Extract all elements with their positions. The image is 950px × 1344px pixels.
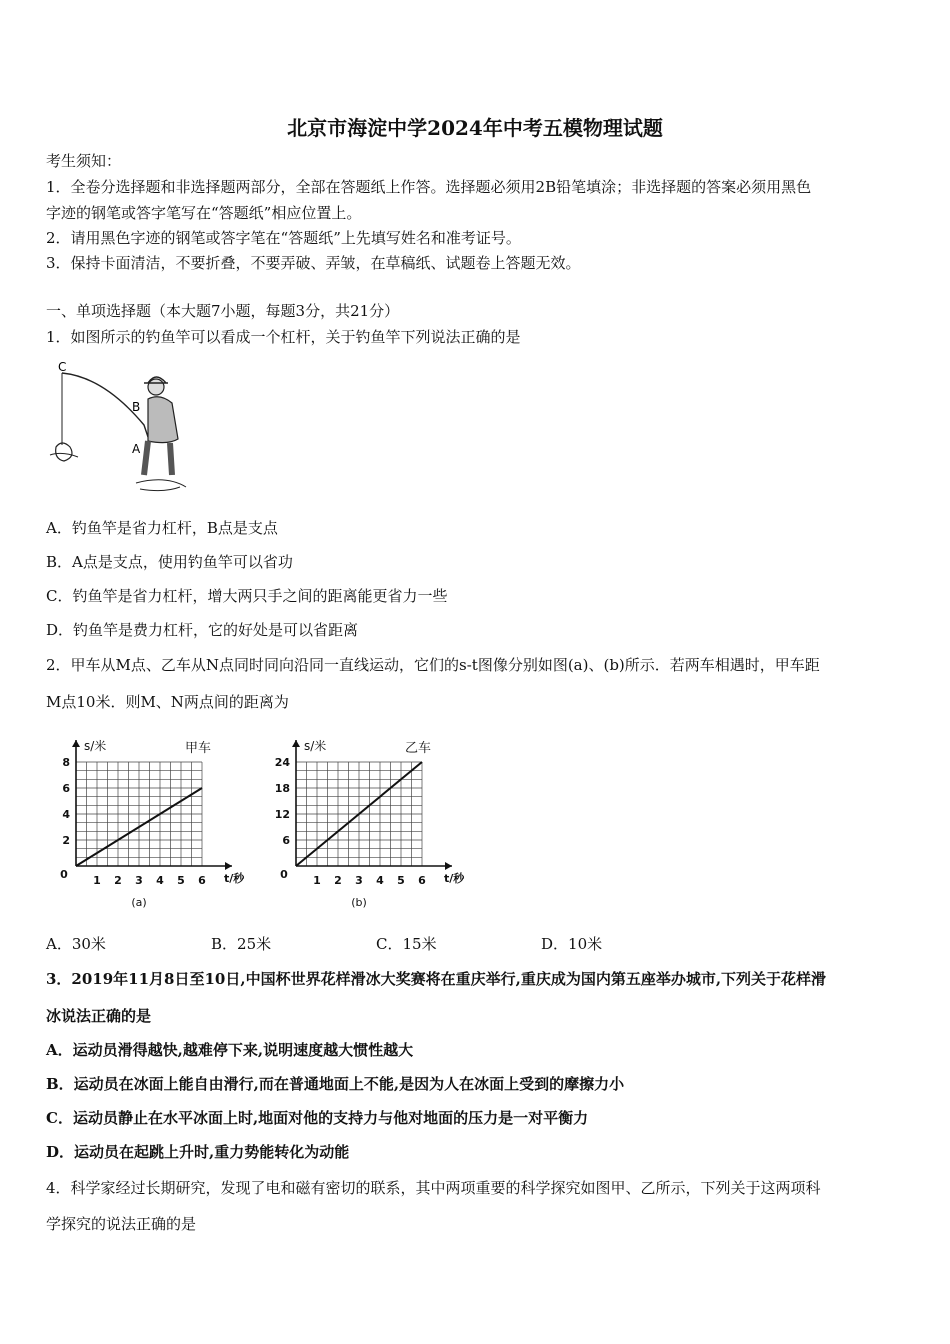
fisherman-illustration xyxy=(50,373,186,491)
x-tick-label: 6 xyxy=(198,874,206,887)
question-3-option-a: A．运动员滑得越快,越难停下来,说明速度越大惯性越大 xyxy=(46,1041,414,1059)
question-1-option-d: D．钓鱼竿是费力杠杆，它的好处是可以省距离 xyxy=(46,621,359,639)
y-tick-label: 2 xyxy=(62,834,70,847)
x-axis-arrow xyxy=(445,862,452,870)
notice-heading: 考生须知： xyxy=(46,152,122,170)
y-axis-title: s/米 xyxy=(304,739,327,753)
fishing-rod-figure xyxy=(44,355,204,500)
x-axis-arrow xyxy=(225,862,232,870)
origin-label: 0 xyxy=(280,868,288,881)
y-axis-arrow xyxy=(292,740,300,747)
chart-a xyxy=(44,730,258,914)
x-tick-label: 5 xyxy=(177,874,185,887)
chart-b-labels xyxy=(275,738,466,909)
question-1-option-b: B．A点是支点，使用钓鱼竿可以省功 xyxy=(46,553,293,571)
question-3-option-b: B．运动员在冰面上能自由滑行,而在普通地面上不能,是因为人在冰面上受到的摩擦力小 xyxy=(46,1075,625,1093)
question-3-stem: 3．2019年11月8日至10日,中国杯世界花样滑冰大奖赛将在重庆举行,重庆成为国内第五座举办城市,下列关于花样滑 xyxy=(46,970,827,988)
question-2-stem: 2．甲车从M点、乙车从N点同时同向沿同一直线运动，它们的s-t图像分别如图(a)、(b)所示．若两车相遇时，甲车距 xyxy=(46,656,820,674)
x-tick-label: 6 xyxy=(418,874,426,887)
y-tick-label: 18 xyxy=(274,782,290,795)
y-axis-title: s/米 xyxy=(84,739,107,753)
x-tick-label: 5 xyxy=(397,874,405,887)
question-1-stem: 1．如图所示的钓鱼竿可以看成一个杠杆，关于钓鱼竿下列说法正确的是 xyxy=(46,328,521,346)
chart-a-labels xyxy=(60,738,245,909)
x-tick-label: 1 xyxy=(313,874,321,887)
notice-line: 字迹的钢笔或答字笔写在“答题纸”相应位置上。 xyxy=(46,204,362,222)
question-2-option-a: A．30米 xyxy=(46,935,106,953)
page-title: 北京市海淀中学2024年中考五模物理试题 xyxy=(287,116,663,140)
question-4-stem-cont: 学探究的说法正确的是 xyxy=(46,1215,197,1233)
chart-title: 乙车 xyxy=(404,741,432,756)
question-3-option-d: D．运动员在起跳上升时,重力势能转化为动能 xyxy=(46,1143,350,1161)
figure-label-b: B xyxy=(132,400,141,414)
y-tick-label: 4 xyxy=(62,808,70,821)
x-tick-label: 4 xyxy=(376,874,384,887)
y-tick-label: 12 xyxy=(274,808,290,821)
y-tick-label: 8 xyxy=(62,756,70,769)
figure-label-a: A xyxy=(132,442,141,456)
notice-line: 1．全卷分选择题和非选择题两部分，全部在答题纸上作答。选择题必须用2B铅笔填涂；非选择题的答案必须用黑色 xyxy=(46,178,812,196)
y-tick-label: 6 xyxy=(62,782,70,795)
y-tick-label: 6 xyxy=(282,834,290,847)
notice-line: 2．请用黑色字迹的钢笔或答字笔在“答题纸”上先填写姓名和准考证号。 xyxy=(46,229,521,247)
x-tick-label: 3 xyxy=(355,874,363,887)
x-tick-label: 2 xyxy=(114,874,122,887)
question-3-option-c: C．运动员静止在水平冰面上时,地面对他的支持力与他对地面的压力是一对平衡力 xyxy=(46,1109,589,1127)
question-4-stem: 4．科学家经过长期研究，发现了电和磁有密切的联系，其中两项重要的科学探究如图甲、乙所示，下列关于这两项科 xyxy=(46,1179,821,1197)
x-tick-label: 4 xyxy=(156,874,164,887)
question-1-option-a: A．钓鱼竿是省力杠杆，B点是支点 xyxy=(46,519,278,537)
chart-title: 甲车 xyxy=(184,741,212,756)
question-1-option-c: C．钓鱼竿是省力杠杆，增大两只手之间的距离能更省力一些 xyxy=(46,587,448,605)
chart-caption: (b) xyxy=(351,896,367,909)
question-3-stem-cont: 冰说法正确的是 xyxy=(46,1007,152,1025)
chart-b xyxy=(264,730,478,914)
notice-line: 3．保持卡面清洁，不要折叠，不要弄破、弄皱，在草稿纸、试题卷上答题无效。 xyxy=(46,254,581,272)
x-tick-label: 3 xyxy=(135,874,143,887)
figure-label-c: C xyxy=(58,360,67,374)
question-2-option-b: B．25米 xyxy=(211,935,272,953)
chart-caption: (a) xyxy=(131,896,147,909)
question-2-stem-cont: M点10米．则M、N两点间的距离为 xyxy=(46,693,289,711)
x-axis-title: t/秒 xyxy=(444,872,465,885)
y-axis-arrow xyxy=(72,740,80,747)
question-2-option-c: C．15米 xyxy=(376,935,437,953)
x-tick-label: 1 xyxy=(93,874,101,887)
question-2-option-d: D．10米 xyxy=(541,935,603,953)
y-tick-label: 24 xyxy=(274,756,290,769)
section-heading: 一、单项选择题（本大题7小题，每题3分，共21分） xyxy=(46,302,400,320)
origin-label: 0 xyxy=(60,868,68,881)
chart-a-grid xyxy=(76,762,202,866)
x-tick-label: 2 xyxy=(334,874,342,887)
x-axis-title: t/秒 xyxy=(224,872,245,885)
